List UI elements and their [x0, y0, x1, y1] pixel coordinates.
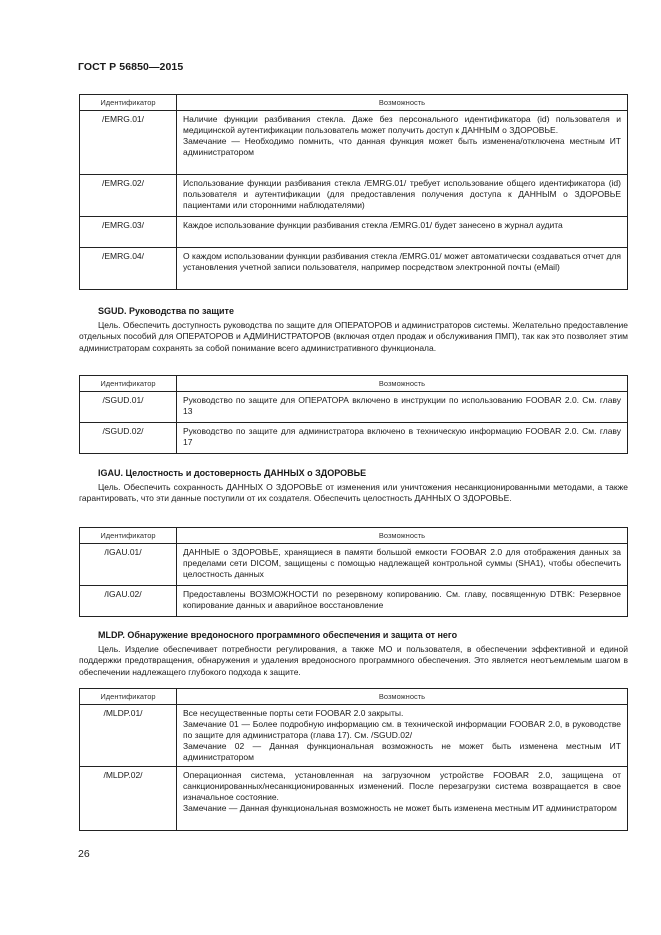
requirement-body: Наличие функции разбивания стекла. Даже без персонального идентификатора (id) пользователя и медицинской аутентификации пользователь может получить доступ к ДАННЫМ о ЗДОРОВЬЕ. — [183, 114, 621, 135]
table-row — [80, 544, 628, 586]
requirement-text — [177, 705, 628, 767]
table-row — [80, 248, 628, 290]
table-row — [80, 586, 628, 617]
requirement-note: Замечание 02 — Данная функциональная возможность не может быть изменена местным ИТ администратором — [183, 741, 621, 762]
section-paragraph-sgud: Цель. Обеспечить доступность руководства по защите для ОПЕРАТОРОВ и администраторов системы. Желательно предоставление отдельных пособий для ОПЕРАТОРОВ и АДМИНИСТРАТОРОВ (включая отдел продаж и обслуживания ПМП), так как это позволяет этим администраторам сохранять за собой понимание всего административного функционала. — [79, 320, 628, 353]
capability-column-header: Возможность — [177, 376, 628, 392]
requirement-text — [177, 111, 628, 175]
table-row — [80, 423, 628, 454]
requirement-note: Замечание — Данная функциональная возможность не может быть изменена местным ИТ администратором — [183, 803, 617, 813]
emrg-table — [79, 94, 628, 290]
table-row — [80, 217, 628, 248]
capability-column-header: Возможность — [177, 528, 628, 544]
requirement-text: Руководство по защите для ОПЕРАТОРА включено в инструкции по использованию FOOBAR 2.0. См. главу 13 — [177, 392, 628, 423]
page-number: 26 — [78, 848, 90, 860]
table-header-row — [80, 528, 628, 544]
table-row — [80, 705, 628, 767]
table-header-row — [80, 376, 628, 392]
id-column-header: Идентификатор — [80, 376, 177, 392]
table-row — [80, 111, 628, 175]
id-column-header: Идентификатор — [80, 95, 177, 111]
requirement-text: ДАННЫЕ о ЗДОРОВЬЕ, хранящиеся в памяти большой емкости FOOBAR 2.0 для отображения данных за пределами сети DICOM, защищены с помощью надлежащей контрольной суммы (SHA1), чтобы обеспечить целостность данных — [177, 544, 628, 586]
sgud-table — [79, 375, 628, 454]
requirement-id: /IGAU.01/ — [80, 544, 177, 586]
requirement-id: /IGAU.02/ — [80, 586, 177, 617]
mldp-table — [79, 688, 628, 831]
section-paragraph-igau: Цель. Обеспечить сохранность ДАННЫХ О ЗДОРОВЬЕ от изменения или уничтожения несанкционированными методами, а также гарантировать, что эти данные поступили от их создателя. Обеспечить целостность ДАННЫХ О ЗДОРОВЬЕ. — [79, 482, 628, 504]
requirement-text: Каждое использование функции разбивания стекла /EMRG.01/ будет занесено в журнал аудита — [177, 217, 628, 248]
requirement-id: /EMRG.03/ — [80, 217, 177, 248]
id-column-header: Идентификатор — [80, 689, 177, 705]
section-title-mldp: MLDP. Обнаружение вредоносного программного обеспечения и защита от него — [98, 630, 458, 640]
section-title-sgud: SGUD. Руководства по защите — [98, 306, 234, 316]
requirement-id: /SGUD.02/ — [80, 423, 177, 454]
capability-column-header: Возможность — [177, 689, 628, 705]
section-paragraph-mldp: Цель. Изделие обеспечивает потребности регулирования, а также МО и пользователя, в обеспечении эффективной и единой поддержки предотвращения, обнаружения и удаления вредоносного программного обеспечения. Это является неотъемлемым шагом в обеспечении надлежащего глубокого подхода к защите. — [79, 644, 628, 677]
id-column-header: Идентификатор — [80, 528, 177, 544]
standard-code: ГОСТ Р 56850—2015 — [78, 61, 184, 73]
requirement-id: /SGUD.01/ — [80, 392, 177, 423]
igau-table — [79, 527, 628, 617]
table-row — [80, 392, 628, 423]
section-title-igau: IGAU. Целостность и достоверность ДАННЫХ о ЗДОРОВЬЕ — [98, 468, 367, 478]
table-header-row — [80, 95, 628, 111]
requirement-text: Руководство по защите для администратора включено в техническую информацию FOOBAR 2.0. См. главу 17 — [177, 423, 628, 454]
requirement-id: /EMRG.02/ — [80, 175, 177, 217]
requirement-note: Замечание 01 — Более подробную информацию см. в технической информации FOOBAR 2.0, в руководстве по защите для администратора (глава 17). См. /SGUD.02/ — [183, 719, 621, 740]
requirement-id: /MLDP.02/ — [80, 767, 177, 831]
requirement-text — [177, 767, 628, 831]
requirement-text: Предоставлены ВОЗМОЖНОСТИ по резервному копированию. См. главу, посвященную DTBK: Резервное копирование данных и аварийное восстановление — [177, 586, 628, 617]
requirement-body: Все несущественные порты сети FOOBAR 2.0 закрыты. — [183, 708, 404, 718]
requirement-body: Операционная система, установленная на загрузочном устройстве FOOBAR 2.0, защищена от санкционированных/несанкционированных изменений. После перезагрузки система возвращается в свое изначальное состояние. — [183, 770, 621, 802]
requirement-text: О каждом использовании функции разбивания стекла /EMRG.01/ может автоматически создаваться отчет для установления учетной записи пользователя, например посредством электронной почты (eMail) — [177, 248, 628, 290]
table-row — [80, 175, 628, 217]
requirement-note: Замечание — Необходимо помнить, что данная функция может быть изменена/отключена местным ИТ администратором — [183, 136, 621, 157]
table-row — [80, 767, 628, 831]
requirement-text: Использование функции разбивания стекла /EMRG.01/ требует использование общего идентификатора (id) пользователя и аутентификации (для предоставления получения доступа к ДАННЫМ о ЗДОРОВЬЕ пациентами или сторонними наблюдателями) — [177, 175, 628, 217]
capability-column-header: Возможность — [177, 95, 628, 111]
requirement-id: /EMRG.01/ — [80, 111, 177, 175]
requirement-id: /EMRG.04/ — [80, 248, 177, 290]
requirement-id: /MLDP.01/ — [80, 705, 177, 767]
table-header-row — [80, 689, 628, 705]
